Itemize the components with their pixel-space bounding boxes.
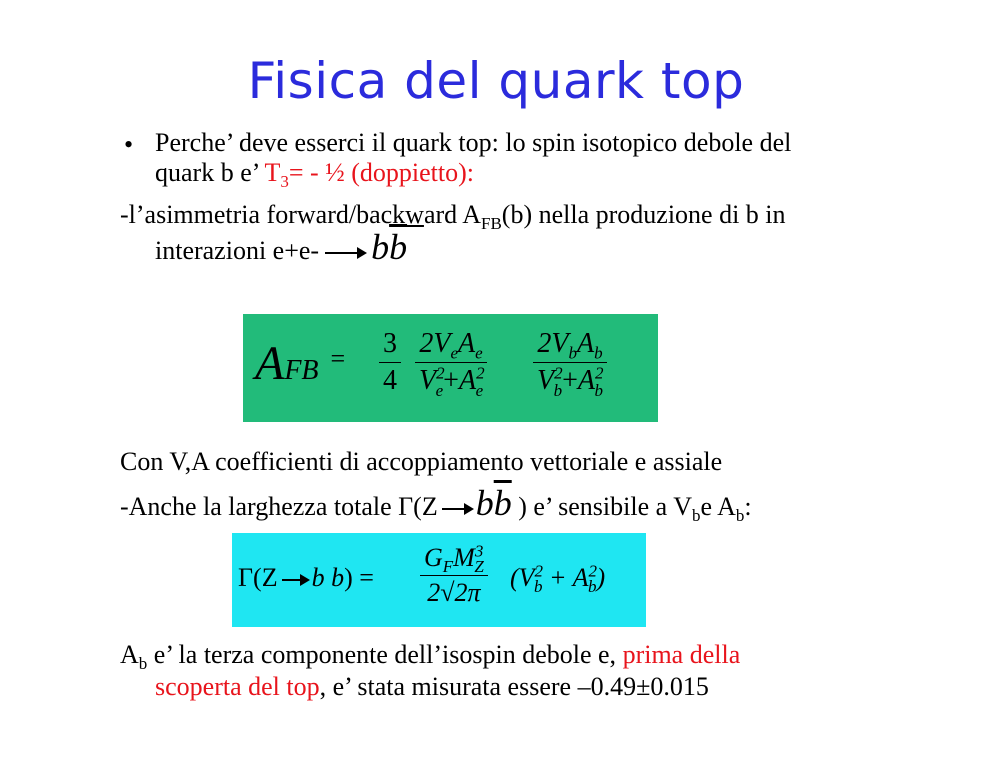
- afb-line1: -l’asimmetria forward/backward $A_{FB}(b)$ nella produzione di b in: [120, 200, 786, 234]
- frac-three-quarters: $\frac{3}{4}$: [379, 328, 401, 397]
- afb-formula: AFB =: [255, 337, 346, 390]
- bullet1-line2-text: quark b e’: [155, 158, 265, 187]
- width-formula-fraction: $\frac{G_FM^3_Z}{2√2\pi}$: [420, 543, 488, 608]
- ab-line1: $A_b$ e’ la terza componente dell’isospin debole e, prima della: [120, 640, 741, 674]
- bb-symbol: $b\overline{b}$: [371, 227, 408, 267]
- width-formula-lhs: Γ(Z b b) =: [238, 563, 374, 592]
- arrow-right-icon-2: [442, 508, 472, 510]
- bb-symbol-2: $b\overline{b}$: [475, 483, 512, 523]
- ab-line2: scoperta del top, e’ stata misurata essere –0.49±0.015: [155, 672, 709, 701]
- frac-bquark: $\frac{2V_bA_b}{V^2_b+A^2_b}$: [533, 328, 607, 397]
- afb-line2: interazioni e+e- $b\overline{b}$: [155, 227, 408, 267]
- bullet1-line1: Perche’ deve esserci il quark top: lo spin isotopico debole del: [155, 128, 792, 157]
- width-formula-box: [232, 533, 646, 627]
- bullet-icon: •: [124, 130, 134, 159]
- width-line: -Anche la larghezza totale Γ(Z $b\overline{b}$ ) e’ sensibile a $V_be$ $A_b$:: [120, 483, 752, 526]
- bullet1-line2: [155, 158, 474, 192]
- t3-value: $T_3=$ - ½ (doppietto):: [264, 158, 474, 192]
- arrow-right-icon-3: [282, 579, 308, 581]
- coupling-line: Con V,A coefficienti di accoppiamento vettoriale e assiale: [120, 447, 723, 476]
- slide-title: Fisica del quark top: [247, 52, 745, 110]
- width-formula-rhs: $(V^2_b + A^2_b)$: [510, 561, 606, 597]
- arrow-right-icon: [325, 252, 365, 254]
- frac-electron: $\frac{2V_eA_e}{V^2_e+A^2_e}$: [415, 328, 487, 397]
- afb-formula-box: [243, 314, 658, 422]
